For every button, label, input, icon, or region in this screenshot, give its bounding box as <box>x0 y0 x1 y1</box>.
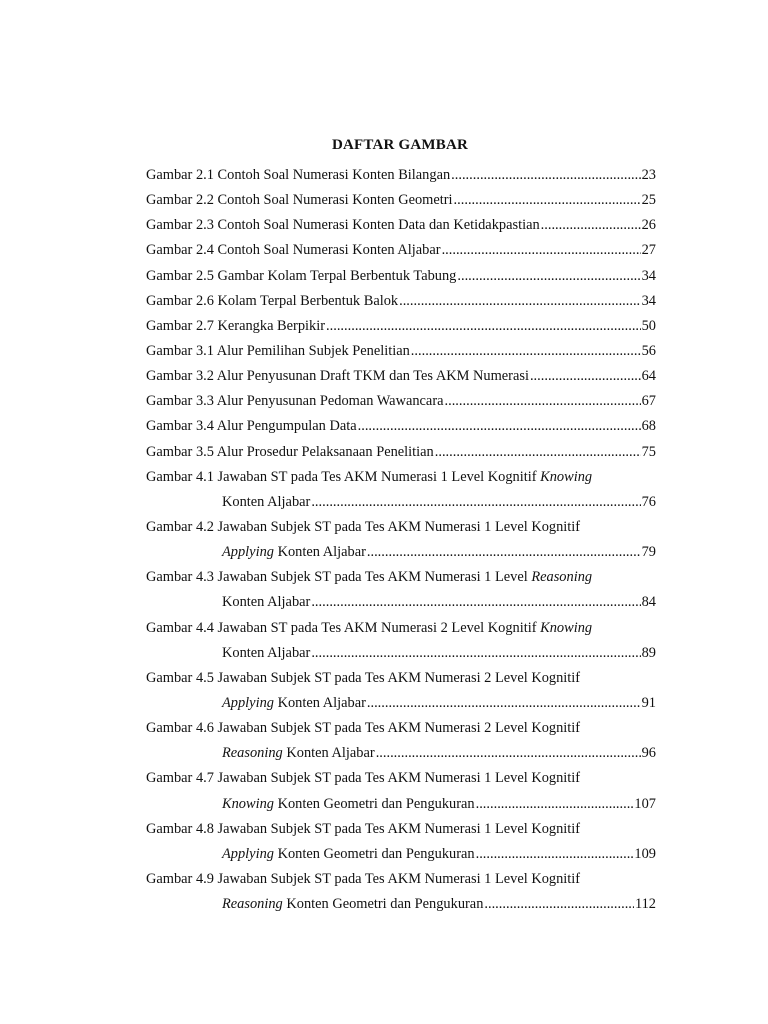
toc-entry[interactable] <box>146 188 656 213</box>
entry-label: Gambar 3.2 Alur Penyusunan Draft TKM dan Tes AKM Numerasi <box>146 368 529 385</box>
entry-label-first: Gambar 4.8 Jawaban Subjek ST pada Tes AKM Numerasi 1 Level Kognitif <box>146 820 581 837</box>
entry-label-italic: Reasoning <box>222 896 283 913</box>
toc-entry-wrapped[interactable] <box>146 766 656 816</box>
entry-page: 76 <box>641 493 656 510</box>
toc-entry[interactable] <box>146 163 656 188</box>
leader-dots <box>445 389 641 414</box>
toc-entry[interactable] <box>146 314 656 339</box>
leader-dots <box>399 289 641 314</box>
entry-label-second: Konten Aljabar <box>222 594 311 611</box>
entry-page: 34 <box>641 267 656 284</box>
toc-entry[interactable] <box>146 238 656 263</box>
leader-dots <box>367 540 641 565</box>
entry-page: 27 <box>641 242 656 259</box>
leader-dots <box>367 691 641 716</box>
entry-label-italic: Reasoning <box>222 745 283 762</box>
entry-first-line <box>146 817 656 842</box>
toc-entry[interactable] <box>146 414 656 439</box>
entry-page: 96 <box>641 745 656 762</box>
leader-dots <box>476 842 634 867</box>
entry-first-line <box>146 465 656 490</box>
entry-first-line <box>146 766 656 791</box>
toc-entry-wrapped[interactable] <box>146 716 656 766</box>
entry-page: 25 <box>641 192 656 209</box>
leader-dots <box>435 440 641 465</box>
toc-entry-wrapped[interactable] <box>146 867 656 917</box>
entry-second-line <box>146 691 656 716</box>
entry-label: Gambar 2.6 Kolam Terpal Berbentuk Balok <box>146 292 399 309</box>
entry-second-line <box>146 490 656 515</box>
leader-dots <box>376 741 641 766</box>
entry-first-line <box>146 716 656 741</box>
entry-first-line <box>146 867 656 892</box>
entry-page: 68 <box>641 418 656 435</box>
entry-label: Gambar 3.5 Alur Prosedur Pelaksanaan Penelitian <box>146 443 434 460</box>
entry-page: 91 <box>641 694 656 711</box>
leader-dots <box>541 213 641 238</box>
entry-second-line <box>146 741 656 766</box>
entry-page: 64 <box>641 368 656 385</box>
entry-label-first: Gambar 4.7 Jawaban Subjek ST pada Tes AKM Numerasi 1 Level Kognitif <box>146 770 581 787</box>
entry-first-line <box>146 666 656 691</box>
leader-dots <box>530 364 641 389</box>
entry-label-italic: Reasoning <box>531 569 593 586</box>
entry-label-first: Gambar 4.3 Jawaban Subjek ST pada Tes AKM Numerasi 1 Level <box>146 569 532 586</box>
leader-dots <box>457 264 640 289</box>
entry-first-line <box>146 565 656 590</box>
leader-dots <box>442 238 641 263</box>
leader-dots <box>454 188 641 213</box>
entry-label: Gambar 3.3 Alur Penyusunan Pedoman Wawancara <box>146 393 444 410</box>
entry-label-italic: Applying <box>222 694 274 711</box>
entry-page: 23 <box>641 167 656 183</box>
entry-page: 109 <box>634 845 656 862</box>
entry-label-first: Gambar 4.4 Jawaban ST pada Tes AKM Numerasi 2 Level Kognitif <box>146 619 541 636</box>
entry-label-second: Konten Aljabar <box>222 493 311 510</box>
entry-label-italic: Applying <box>222 544 274 561</box>
entry-second-line <box>146 641 656 666</box>
entry-page: 50 <box>641 317 656 334</box>
toc-entry[interactable] <box>146 213 656 238</box>
entry-page: 84 <box>641 594 656 611</box>
entry-label-second: Konten Aljabar <box>273 544 366 561</box>
entry-page: 26 <box>641 217 656 234</box>
entry-page: 34 <box>641 292 656 309</box>
entry-page: 67 <box>641 393 656 410</box>
leader-dots <box>326 314 641 339</box>
toc-entry[interactable] <box>146 289 656 314</box>
toc-entry-wrapped[interactable] <box>146 565 656 615</box>
leader-dots <box>311 641 640 666</box>
entry-first-line <box>146 616 656 641</box>
entry-label: Gambar 3.1 Alur Pemilihan Subjek Penelitian <box>146 342 410 359</box>
entry-label: Gambar 2.2 Contoh Soal Numerasi Konten Geometri <box>146 192 453 209</box>
leader-dots <box>311 590 640 615</box>
entry-page: 112 <box>634 896 656 913</box>
entry-label: Gambar 2.3 Contoh Soal Numerasi Konten Data dan Ketidakpastian <box>146 217 540 234</box>
entry-label: Gambar 2.1 Contoh Soal Numerasi Konten Bilangan <box>146 167 451 183</box>
entry-label-first: Gambar 4.5 Jawaban Subjek ST pada Tes AKM Numerasi 2 Level Kognitif <box>146 669 581 686</box>
entry-label: Gambar 2.4 Contoh Soal Numerasi Konten Aljabar <box>146 242 441 259</box>
entry-second-line <box>146 792 656 817</box>
entry-second-line <box>146 892 656 917</box>
toc-entry-wrapped[interactable] <box>146 616 656 666</box>
toc-entry[interactable] <box>146 389 656 414</box>
leader-dots <box>358 414 641 439</box>
entry-second-line <box>146 540 656 565</box>
entry-label: Gambar 2.5 Gambar Kolam Terpal Berbentuk Tabung <box>146 267 457 284</box>
figure-list <box>146 163 656 917</box>
toc-entry[interactable] <box>146 364 656 389</box>
entry-label-second: Konten Aljabar <box>273 694 366 711</box>
leader-dots <box>451 163 640 188</box>
entry-label-second: Konten Aljabar <box>222 644 311 661</box>
toc-entry[interactable] <box>146 339 656 364</box>
entry-label-italic: Knowing <box>540 619 593 636</box>
entry-label-second: Konten Geometri dan Pengukuran <box>282 896 484 913</box>
toc-entry[interactable] <box>146 264 656 289</box>
entry-label-second: Konten Geometri dan Pengukuran <box>273 845 475 862</box>
leader-dots <box>311 490 640 515</box>
leader-dots <box>484 892 634 917</box>
toc-entry-wrapped[interactable] <box>146 817 656 867</box>
entry-label: Gambar 2.7 Kerangka Berpikir <box>146 317 326 334</box>
entry-page: 79 <box>641 544 656 561</box>
entry-second-line <box>146 590 656 615</box>
entry-label-italic: Knowing <box>540 468 593 485</box>
entry-page: 75 <box>641 443 656 460</box>
page-title: DAFTAR GAMBAR <box>331 137 469 153</box>
toc-entry-wrapped[interactable] <box>146 465 656 515</box>
entry-label-italic: Knowing <box>222 795 274 812</box>
entry-label-first: Gambar 4.2 Jawaban Subjek ST pada Tes AKM Numerasi 1 Level Kognitif <box>146 518 581 535</box>
entry-label-first: Gambar 4.6 Jawaban Subjek ST pada Tes AKM Numerasi 2 Level Kognitif <box>146 720 581 737</box>
entry-first-line <box>146 515 656 540</box>
entry-page: 107 <box>634 795 656 812</box>
entry-second-line <box>146 842 656 867</box>
entry-label-italic: Applying <box>222 845 274 862</box>
toc-entry-wrapped[interactable] <box>146 515 656 565</box>
toc-entry[interactable] <box>146 440 656 465</box>
entry-label: Gambar 3.4 Alur Pengumpulan Data <box>146 418 357 435</box>
leader-dots <box>411 339 641 364</box>
toc-entry-wrapped[interactable] <box>146 666 656 716</box>
leader-dots <box>476 792 634 817</box>
entry-label-first: Gambar 4.1 Jawaban ST pada Tes AKM Numerasi 1 Level Kognitif <box>146 468 541 485</box>
entry-label-second: Konten Aljabar <box>282 745 375 762</box>
entry-page: 56 <box>641 342 656 359</box>
entry-page: 89 <box>641 644 656 661</box>
entry-label-second: Konten Geometri dan Pengukuran <box>273 795 475 812</box>
entry-label-first: Gambar 4.9 Jawaban Subjek ST pada Tes AKM Numerasi 1 Level Kognitif <box>146 870 581 887</box>
